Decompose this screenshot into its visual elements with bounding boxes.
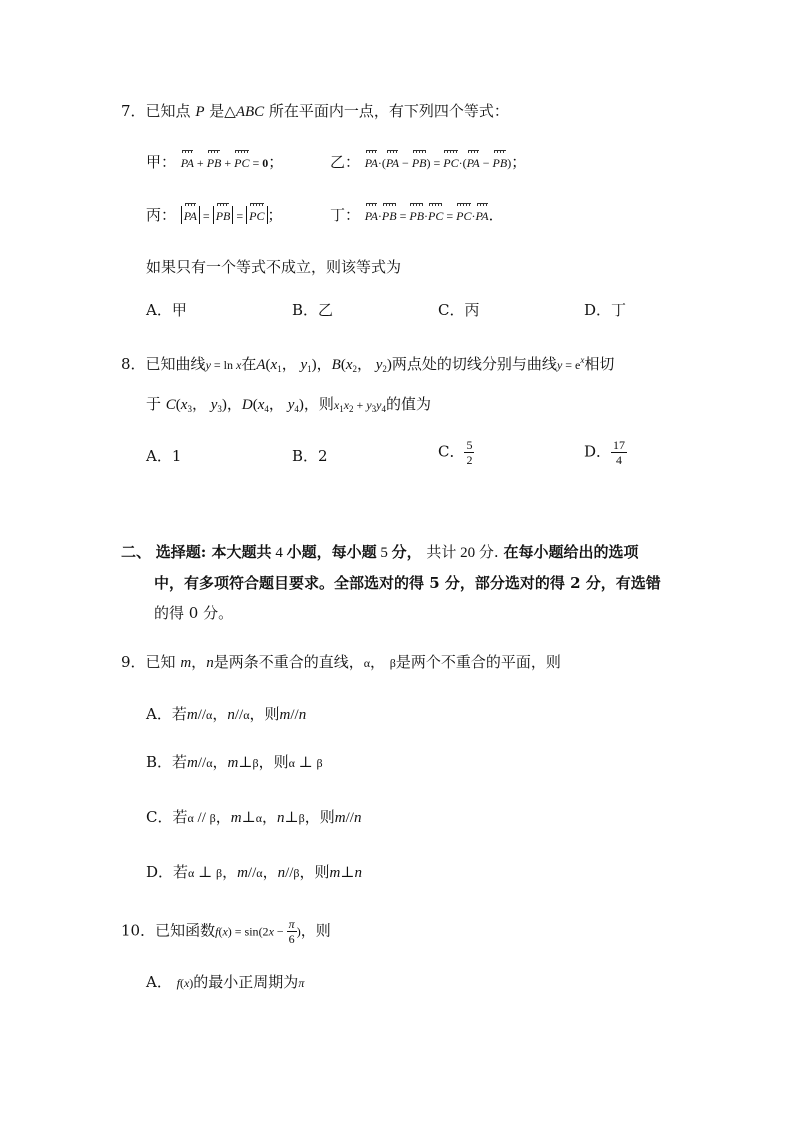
q10-number: 10．: [121, 921, 156, 940]
q7-stem: 7．已知点 P 是△ABC 所在平面内一点，有下列四个等式：: [121, 102, 509, 120]
q7-eq-bing: 丙： PA = PB = PC ；: [146, 206, 283, 224]
q9-number: 9．: [121, 653, 146, 671]
section2-heading: 二、 选择题: 本大题共 4 小题，每小题 5 分， 共计 20 分. 在每小题给出的选项: [121, 543, 639, 561]
q7-option-b: B．乙: [292, 301, 334, 319]
q7-option-a: A．甲: [146, 301, 187, 319]
q7-eq-jia: 甲： PA + PB + PC = 0；: [146, 153, 284, 171]
q8-option-a: A．1: [146, 447, 182, 465]
q7-option-c: C．丙: [438, 301, 480, 319]
q10-option-a: A． f(x)的最小正周期为π: [146, 973, 305, 991]
q7-eq-ding: 丁： PA·PB = PB·PC = PC·PA．: [330, 206, 504, 224]
q7-eq-yi: 乙： PA·(PA − PB) = PC·(PA − PB)；: [330, 153, 527, 171]
q9-option-d: D．若α ⊥ β，m//α，n//β，则m⊥n: [146, 863, 362, 881]
q10-stem: 10．已知函数f(x) = sin(2x − $\frac{\pi}{6}$ )，则: [121, 917, 331, 946]
q8-stem-line1: 8．已知曲线y = ln x在$A(x_1$， $y_1$)，$B(x_2$， $y_2$)两点处的切线分别与曲线$y = e^x$相切: [121, 355, 615, 374]
q8-option-d: D． $\frac{17}{4}$: [584, 438, 626, 467]
section2-line3: 的得 0 分。: [154, 604, 234, 622]
q8-option-c: C． $\frac{5}{2}$: [438, 438, 473, 467]
q7-number: 7．: [121, 102, 146, 120]
section2-line2: 中，有多项符合题目要求。全部选对的得 5 分，部分选对的得 2 分，有选错: [154, 574, 661, 592]
q8-option-b: B．2: [292, 447, 328, 465]
q9-option-a: A．若m//α，n//α，则m//n: [146, 705, 307, 723]
q9-option-c: C．若α // β，m⊥α，n⊥β，则m//n: [146, 808, 362, 826]
q9-stem: 9．已知 m，n是两条不重合的直线，α， β是两个不重合的平面，则: [121, 653, 561, 671]
q7-option-d: D．丁: [584, 301, 627, 319]
q8-stem-line2: 于 $C(x_3$， $y_3$)，$D(x_4$， $y_4$)，则$x_1x_2 + y_3y_4$的值为: [146, 395, 431, 414]
q9-option-b: B．若m//α，m⊥β，则α ⊥ β: [146, 753, 323, 771]
q8-number: 8．: [121, 355, 146, 373]
q7-followup: 如果只有一个等式不成立，则该等式为: [146, 258, 402, 276]
